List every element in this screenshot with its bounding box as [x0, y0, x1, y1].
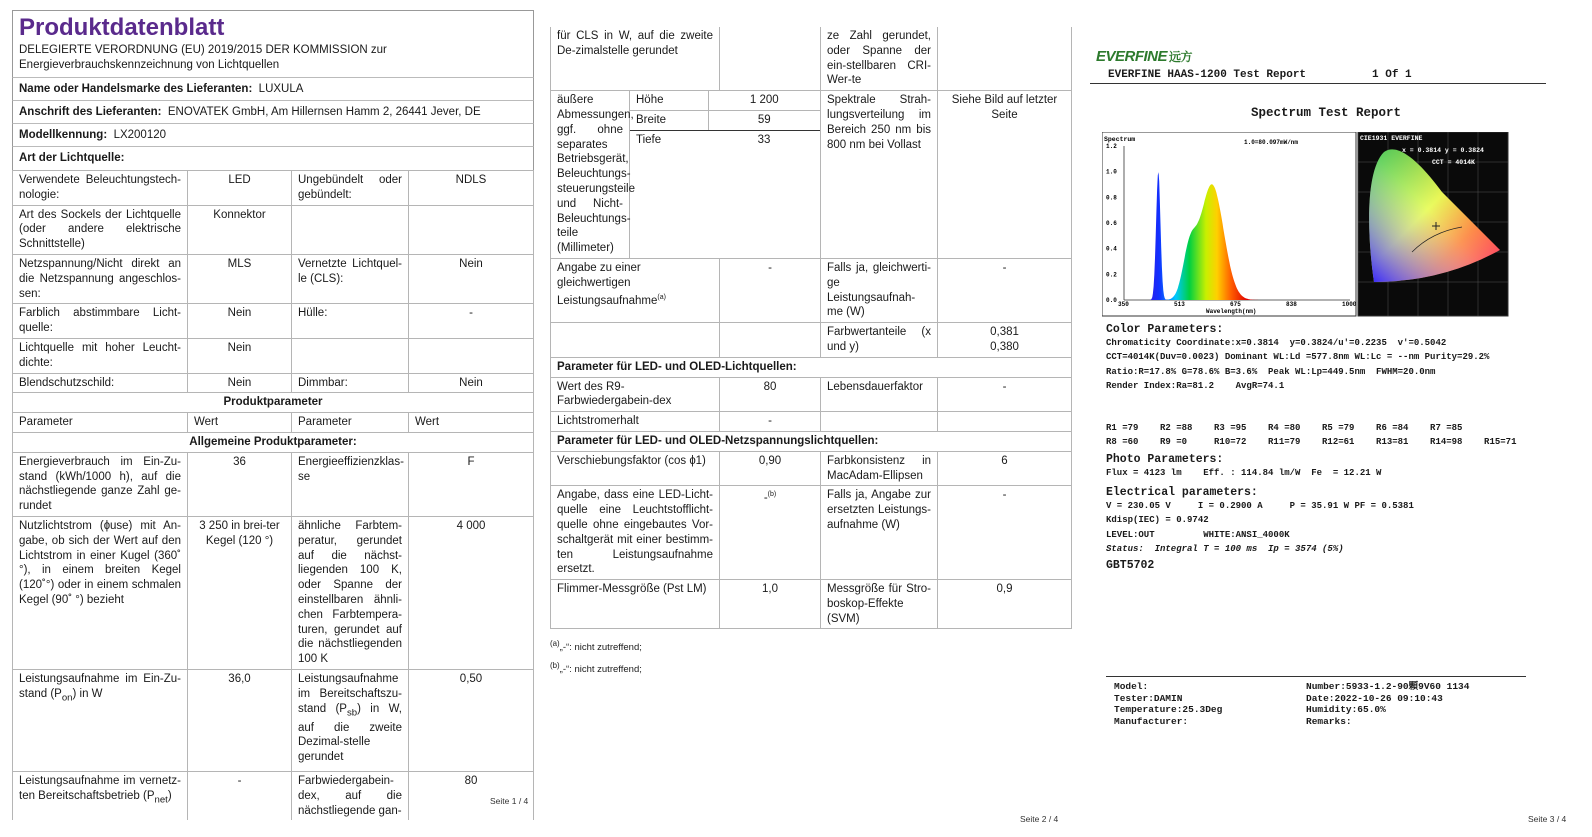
empty-cell [720, 323, 821, 358]
row-cri-label: Farbwiedergabein-dex, auf die nächstliegende gan- [292, 771, 409, 820]
empty-cell [938, 412, 1072, 432]
param-value: 36 [188, 452, 292, 516]
chroma-x: 0,381 [990, 326, 1019, 339]
param-value: NDLS [409, 171, 534, 206]
table-row [13, 171, 534, 206]
table-row [13, 338, 534, 373]
dims-table [630, 91, 820, 149]
table-row [13, 669, 534, 771]
param-value: - [409, 304, 534, 339]
y-tick-label: 0.0 [1106, 297, 1117, 304]
cie-label: CIE1931 EVERFINE [1360, 135, 1423, 142]
y-tick-label: 0.2 [1106, 271, 1117, 279]
dim-row [630, 91, 820, 110]
general-params-header: Allgemeine Produktparameter: [13, 432, 534, 452]
param-label: Farblich abstimmbare Licht-quelle: [13, 304, 188, 339]
photo-line: Flux = 4123 lm Eff. : 114.84 lm/W Fe = 12.21 W [1106, 467, 1382, 478]
consist-label: Farbkonsistenz in MacAdam-Ellipsen [821, 451, 938, 486]
dim-value: 33 [757, 133, 771, 146]
table-row [13, 516, 534, 669]
table-row [13, 205, 534, 254]
strobo-label: Messgröße für Stro-boskop-Effekte (SVM) [821, 580, 938, 629]
y-tick-label: 1.2 [1106, 143, 1117, 150]
led-params-header: Parameter für LED- und OLED-Lichtquellen: [551, 357, 1072, 377]
r9-value: 80 [720, 377, 821, 412]
flicker-label: Flimmer-Messgröße (Pst LM) [551, 580, 720, 629]
param-label: Lichtquelle mit hoher Leucht-dichte: [13, 338, 188, 373]
page-title: Produktdatenblatt [19, 14, 225, 41]
y-tick-label: 0.8 [1106, 194, 1117, 202]
report-line: V = 230.05 V I = 0.2900 A P = 35.91 W PF = 0.5381 [1106, 501, 1414, 512]
maint-label: Lichtstromerhalt [551, 412, 720, 432]
mains-params-header: Parameter für LED- und OLED-Netzspannungslichtquellen: [551, 431, 1072, 451]
source-type-row [12, 146, 534, 170]
param-value: 3 250 in brei-ter Kegel (120 °) [188, 516, 292, 669]
cie-xy: x = 0.3814 y = 0.3824 [1402, 147, 1484, 154]
regulation-text: DELEGIERTE VERORDNUNG (EU) 2019/2015 DER KOMMISSION zur Energieverbrauchskennzeichnung von Lichtquellen [19, 44, 387, 71]
table-row [13, 373, 534, 393]
param-value: Nein [409, 373, 534, 393]
status-line: Status: Integral T = 100 ms Ip = 3574 (5%) [1106, 543, 1344, 554]
param-value: F [409, 452, 534, 516]
param-label: Vernetzte Lichtquel-le (CLS): [292, 254, 409, 303]
chroma-values [938, 323, 1072, 358]
equiv-value: - [720, 258, 821, 322]
report-line: Kdisp(IEC) = 0.9742 [1106, 515, 1209, 526]
electrical-params-title: Electrical parameters: [1106, 486, 1258, 500]
param-value: MLS [188, 254, 292, 303]
cri-cont-value [938, 27, 1072, 91]
params-table-1 [12, 170, 534, 820]
color-params [1106, 336, 1546, 393]
param-label: Energieverbrauch im Ein-Zu-stand (kWh/1000 h), auf die nächstliegende ganze Zahl ge-rundet [13, 452, 188, 516]
report-header: EVERFINE HAAS-1200 Test Report 1 Of 1 [1090, 66, 1546, 84]
param-label: Ungebündelt oder gebündelt: [292, 171, 409, 206]
r9-label: Wert des R9-Farbwiedergabein-dex [551, 377, 720, 412]
row-on-value: 36,0 [188, 669, 292, 771]
table-row [13, 304, 534, 339]
report-meta-left: Model: Tester:DAMIN Temperature:25.3Deg Manufacturer: [1114, 681, 1223, 727]
x-tick-label: 838 [1286, 301, 1297, 308]
x-tick-label: 675 [1230, 301, 1241, 308]
footnote-a: $^{(a)}$„-“: nicht zutreffend; [550, 639, 642, 654]
report-title: Spectrum Test Report [1250, 106, 1402, 120]
standard-label: GBT5702 [1106, 559, 1155, 573]
datasheet-page-1 [12, 10, 534, 820]
param-value [409, 338, 534, 373]
report-line: LEVEL:OUT WHITE:ANSI_4000K [1106, 529, 1290, 540]
report-line: Ratio:R=17.8% G=78.6% B=3.6% Peak WL:Lp=449.5nm FWHM=20.0nm [1106, 366, 1436, 377]
spectrum-chart [1102, 132, 1514, 317]
param-value: LED [188, 171, 292, 206]
param-label: Verwendete Beleuchtungstech-nologie: [13, 171, 188, 206]
empty-cell [821, 412, 938, 432]
column-headers-row [13, 413, 534, 433]
cls-cont-label: für CLS in W, auf die zweite De-zimalstelle gerundet [551, 27, 720, 91]
report-line: CCT=4014K(Duv=0.0023) Dominant WL:Ld =577.8nm WL:Lc = --nm Purity=29.2% [1106, 352, 1490, 363]
report-line: Chromaticity Coordinate:x=0.3814 y=0.3824/u'=0.2235 v'=0.5042 [1106, 338, 1447, 348]
supplier-value: LUXULA [258, 83, 304, 95]
shift-value: 0,90 [720, 451, 821, 486]
y-tick-label: 0.4 [1106, 245, 1117, 253]
photo-params-title: Photo Parameters: [1106, 452, 1224, 466]
charts-area [1102, 132, 1514, 317]
x-tick-label: 1000 [1342, 301, 1357, 308]
y-tick-label: 1.0 [1106, 168, 1117, 176]
params-table-2 [550, 27, 1072, 629]
dims-cell [630, 91, 821, 259]
row-net-label: Leistungsaufnahme im vernetz-ten Bereitschaftsbetrieb $(P_{net})$ [13, 771, 188, 820]
table-row [551, 412, 1072, 432]
spectrum-x-label: Wavelength(nm) [1206, 308, 1257, 315]
render-index-values [1106, 421, 1546, 450]
spectral-value: Siehe Bild auf letzter Seite [938, 91, 1072, 259]
report-meta-right: Number:5933-1.2-90顆9V60 1134 Date:2022-10-26 09:10:43 Humidity:65.0% Remarks: [1306, 681, 1470, 727]
everfine-logo: EVERFINE 远方 [1096, 48, 1193, 65]
equiv-label: Angabe zu einer gleichwertigen Leistungsaufnahme$^{(a)}$ [551, 258, 720, 322]
row-sb-label: Leistungsaufnahme im Bereitschaftszu-stand $(P_{sb})$ in W, auf die zweite Dezimal-stelle gerundet [292, 669, 409, 771]
report-line: R1 =79 R2 =88 R3 =95 R4 =80 R5 =79 R6 =84 R7 =85 [1106, 423, 1463, 434]
table-row [551, 91, 1072, 259]
param-label [292, 338, 409, 373]
empty-cell [551, 323, 720, 358]
maint-value: - [720, 412, 821, 432]
param-label: ähnliche Farbtem-peratur, gerundet auf die nächst-liegenden 100 K, oder Spanne der einstellbaren ähnli-chen Farbtempera-turen, gerundet auf die nächstliegenden 100 K [292, 516, 409, 669]
replace-p2-label: Falls ja, Angabe zur ersetzten Leistungs-aufnahme (W) [821, 486, 938, 580]
param-value: Nein [188, 304, 292, 339]
table-row [13, 254, 534, 303]
report-footer-rule [1106, 676, 1526, 677]
spectral-label: Spektrale Strah-lungsverteilung im Bereich 250 nm bis 800 nm bei Vollast [821, 91, 938, 259]
page-number-3: Seite 3 / 4 [1528, 814, 1567, 824]
chroma-label: Farbwertanteile (x und y) [821, 323, 938, 358]
table-row [551, 258, 1072, 322]
row-on-label: Leistungsaufnahme im Ein-Zu-stand $(P_{on})$ in W [13, 669, 188, 771]
equiv-p2-label: Falls ja, gleichwerti-ge Leistungsaufnah-me (W) [821, 258, 938, 322]
x-tick-label: 513 [1174, 301, 1185, 308]
param-value: 4 000 [409, 516, 534, 669]
spectrum-label: Spectrum [1104, 136, 1136, 143]
column-header: Wert [409, 413, 534, 433]
report-line: Render Index:Ra=81.2 AvgR=74.1 [1106, 380, 1285, 391]
footnotes [550, 635, 1072, 677]
table-row [13, 452, 534, 516]
param-label: Blendschutzschild: [13, 373, 188, 393]
address-value: ENOVATEK GmbH, Am Hillernsen Hamm 2, 26441 Jever, DE [167, 106, 481, 118]
table-row [551, 323, 1072, 358]
param-label: Hülle: [292, 304, 409, 339]
replace-value: -$^{(b)}$ [720, 486, 821, 580]
page-number-1: Seite 1 / 4 [490, 796, 529, 806]
column-header: Parameter [13, 413, 188, 433]
life-value: - [938, 377, 1072, 412]
spectrum-scale: 1.0=80.097mW/nm [1244, 139, 1299, 146]
electrical-params [1106, 499, 1546, 542]
supplier-row [12, 77, 534, 100]
datasheet-page-2 [550, 27, 1072, 678]
address-label: Anschrift des Lieferanten: [19, 106, 162, 118]
param-label: Nutzlichtstrom (ɸuse) mit An-gabe, ob sich der Wert auf den Lichtstrom in einer Kugel (360˚ °), in einem breiten Kegel (120˚°) oder in einem schmalen Kegel (90˚ °) bezieht [13, 516, 188, 669]
param-label: Dimmbar: [292, 373, 409, 393]
dims-label: äußere Abmessungen, ggf. ohne separates Betriebsgerät, Beleuchtungs-steuerungsteile und Nicht-Beleuchtungs-teile (Millimeter) [551, 91, 630, 259]
dim-row [630, 110, 820, 130]
life-label: Lebensdauerfaktor [821, 377, 938, 412]
param-value: Nein [409, 254, 534, 303]
param-value: Nein [188, 373, 292, 393]
param-value: Konnektor [188, 205, 292, 254]
y-tick-label: 0.6 [1106, 220, 1117, 227]
param-label: Netzspannung/Nicht direkt an die Netzspannung angeschlos-sen: [13, 254, 188, 303]
dim-value: 1 200 [708, 91, 820, 110]
report-line: R8 =60 R9 =0 R10=72 R11=79 R12=61 R13=81 R14=98 R15=71 [1106, 437, 1517, 448]
param-label: Art des Sockels der Lichtquelle (oder andere elektrische Schnittstelle) [13, 205, 188, 254]
shift-label: Verschiebungsfaktor (cos ɸ1) [551, 451, 720, 486]
dim-row [630, 130, 820, 149]
table-row [13, 771, 534, 820]
param-label [292, 205, 409, 254]
footnote-b: $^{(b)}$„-“: nicht zutreffend; [550, 660, 642, 675]
column-header: Parameter [292, 413, 409, 433]
row-net-value: - [188, 771, 292, 820]
table-row [551, 486, 1072, 580]
product-params-header: Produktparameter [13, 393, 534, 413]
dim-label: Tiefe [636, 133, 662, 146]
column-header: Wert [188, 413, 292, 433]
page-number-2: Seite 2 / 4 [1020, 814, 1059, 824]
datasheet-header [12, 10, 534, 77]
param-value [409, 205, 534, 254]
cie-cct: CCT = 4014K [1432, 159, 1475, 166]
table-row [551, 27, 1072, 91]
model-value: LX200120 [113, 129, 167, 141]
supplier-label: Name oder Handelsmarke des Lieferanten: [19, 83, 253, 95]
flicker-value: 1,0 [720, 580, 821, 629]
cls-cont-value [720, 27, 821, 91]
x-tick-label: 350 [1118, 301, 1129, 308]
spectrum-report-page [1096, 30, 1546, 573]
address-row [12, 100, 534, 123]
table-row [551, 451, 1072, 486]
cri-cont-label: ze Zahl gerundet, oder Spanne der ein-stellbaren CRI-Wer-te [821, 27, 938, 91]
color-params-title: Color Parameters: [1106, 323, 1224, 336]
equiv-p2-value: - [938, 258, 1072, 322]
param-value: Nein [188, 338, 292, 373]
param-label: Energieeffizienzklas-se [292, 452, 409, 516]
consist-value: 6 [938, 451, 1072, 486]
row-sb-value: 0,50 [409, 669, 534, 771]
model-label: Modellkennung: [19, 129, 108, 141]
row-cri-value: 80 [409, 771, 534, 820]
source-type-label: Art der Lichtquelle: [19, 152, 125, 164]
model-row [12, 123, 534, 146]
dim-label: Höhe [630, 91, 708, 110]
table-row [551, 580, 1072, 629]
strobo-value: 0,9 [938, 580, 1072, 629]
chroma-y: 0,380 [990, 340, 1019, 353]
replace-label: Angabe, dass eine LED-Licht-quelle eine Leuchtstofflicht-quelle ohne eingebautes Vor-schaltgerät mit einer bestimm-ten Leistungsaufnahme ersetzt. [551, 486, 720, 580]
table-row [551, 377, 1072, 412]
dim-label: Breite [630, 110, 708, 130]
dim-value: 59 [708, 110, 820, 130]
replace-p2-value: - [938, 486, 1072, 580]
